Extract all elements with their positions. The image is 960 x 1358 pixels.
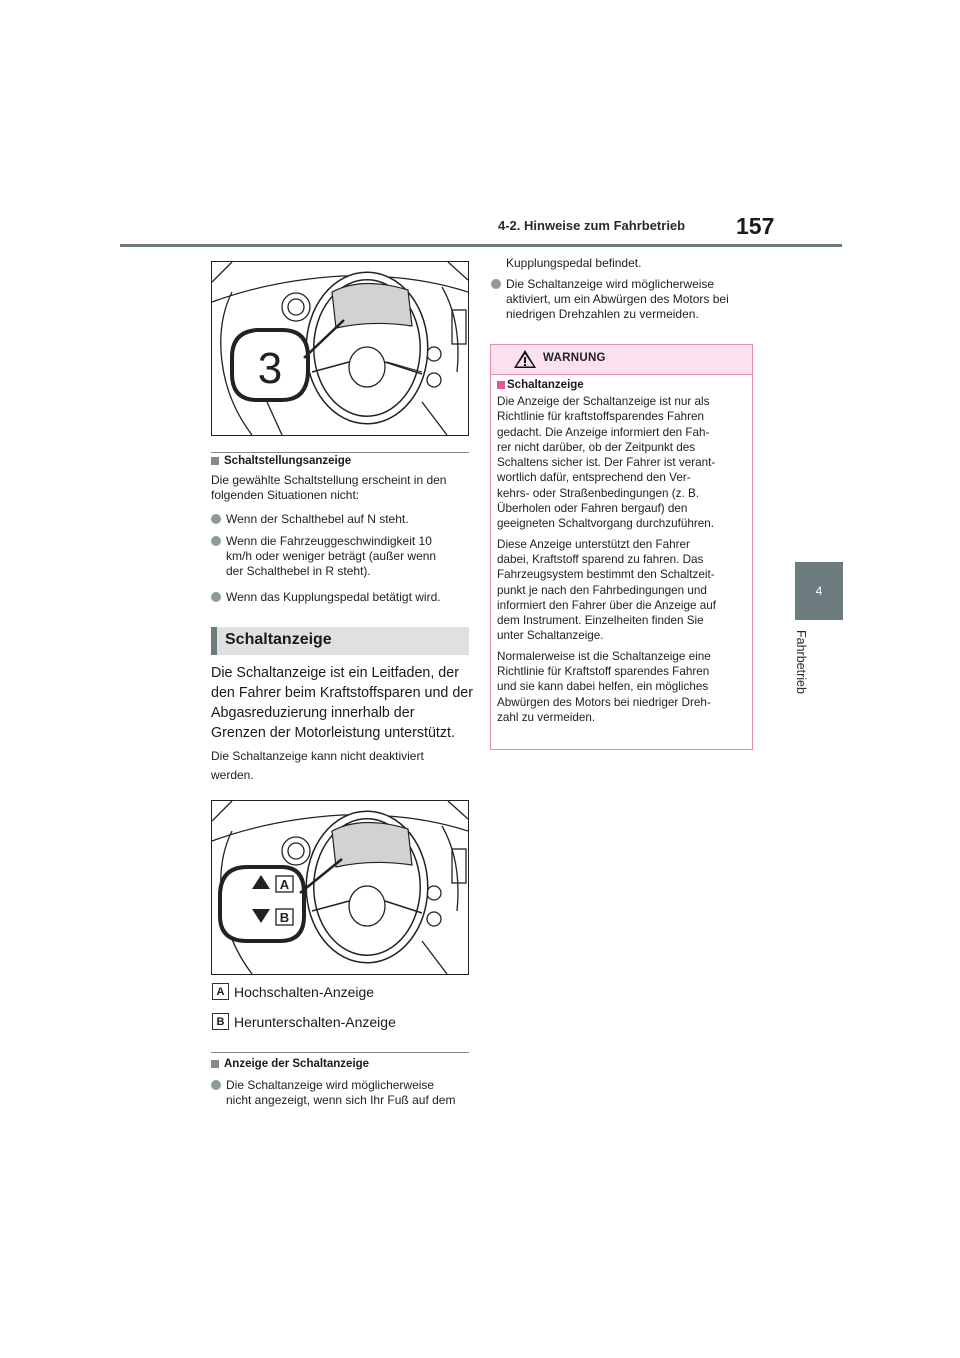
legend-item-a: A Hochschalten-Anzeige	[212, 983, 374, 1000]
square-bullet-icon	[211, 1060, 219, 1068]
chapter-number: 4	[815, 584, 823, 598]
warning-subheading: Schaltanzeige	[497, 379, 746, 391]
square-bullet-icon	[211, 457, 219, 465]
page-number: 157	[736, 213, 775, 239]
bullet-icon	[211, 514, 221, 524]
list-item: Die Schaltanzeige wird möglicherweise aktiviert, um ein Abwürgen des Motors bei niedrigen Drehzahlen zu vermeiden.	[491, 277, 753, 322]
divider	[211, 1052, 469, 1053]
dashboard-illustration	[212, 262, 468, 435]
dashboard-figure-2	[211, 800, 469, 975]
label-a: A	[279, 877, 290, 892]
legend-key-a: A	[212, 983, 229, 1000]
note-line-2: werden.	[211, 768, 254, 782]
section-title: 4-2. Hinweise zum Fahrbetrieb	[498, 218, 686, 233]
warning-label: WARNUNG	[543, 352, 606, 364]
callout-number: 3	[257, 344, 283, 393]
label-b: B	[279, 910, 290, 925]
subheading-indicator-display: Anzeige der Schaltanzeige	[211, 1058, 369, 1070]
chapter-label: Fahrbetrieb	[794, 630, 808, 694]
warning-paragraph: Normalerweise ist die Schaltanzeige eine Richtlinie für Kraftstoff sparendes Fahren und sie kann dabei helfen, ein mögliches Abwürgen des Motors bei niedriger Dreh- zahl zu vermeiden.	[497, 649, 711, 724]
dashboard-figure-1	[211, 261, 469, 436]
lead-paragraph: Die Schaltanzeige ist ein Leitfaden, der den Fahrer beim Kraftstoffsparen und der Abgasreduzierung innerhalb der Grenzen der Motorleistung unterstützt.	[211, 665, 473, 741]
bullet-icon	[491, 279, 501, 289]
list-item: Wenn das Kupplungspedal betätigt wird.	[211, 590, 471, 605]
continuation-text: Kupplungspedal befindet.	[506, 256, 642, 270]
chapter-tab[interactable]	[795, 562, 843, 620]
header-rule	[120, 244, 842, 247]
bullet-icon	[211, 1080, 221, 1090]
bullet-icon	[211, 536, 221, 546]
note-line-1: Die Schaltanzeige kann nicht deaktiviert	[211, 749, 424, 763]
section-header-schaltanzeige	[211, 627, 469, 655]
bullet-icon	[211, 592, 221, 602]
warning-header	[491, 345, 752, 375]
legend-key-b: B	[212, 1013, 229, 1030]
section-title-schaltanzeige: Schaltanzeige	[225, 631, 332, 648]
legend-item-b: B Herunterschalten-Anzeige	[212, 1013, 396, 1030]
list-item: Wenn der Schalthebel auf N steht.	[211, 512, 471, 527]
square-bullet-icon	[497, 381, 505, 389]
list-item: Wenn die Fahrzeuggeschwindigkeit 10 km/h oder weniger beträgt (außer wenn der Schalthebel in R steht).	[211, 534, 471, 579]
subheading-shift-position: Schaltstellungsanzeige	[211, 455, 351, 467]
warning-paragraph: Die Anzeige der Schaltanzeige ist nur als Richtlinie für kraftstoffsparendes Fahren gedacht. Die Anzeige informiert den Fah- rer nicht darüber, ob der Zeitpunkt des Schaltens sicher ist. Der Fahrer ist verant- wortlich dafür, entsprechend den Ver- kehrs- oder Straßenbedingungen (z. B. Überholen oder Fahren bergauf) den geeigneten Schaltvorgang durchzuführen.	[497, 395, 716, 531]
dashboard-illustration	[212, 801, 468, 974]
list-item: Die Schaltanzeige wird möglicherweise nicht angezeigt, wenn sich Ihr Fuß auf dem	[211, 1078, 473, 1108]
paragraph: Die gewählte Schaltstellung erscheint in den folgenden Situationen nicht:	[211, 473, 447, 502]
divider	[211, 452, 469, 453]
warning-box	[490, 344, 753, 750]
warning-icon	[513, 349, 537, 369]
warning-paragraph: Diese Anzeige unterstützt den Fahrer dabei, Kraftstoff sparend zu fahren. Das Fahrzeugsystem bestimmt den Schaltzeit- punkt je nach den Fahrbedingungen und informiert den Fahrer über die Anzeige auf dem Instrument. Einzelheiten finden Sie unter Schaltanzeige.	[497, 537, 716, 643]
section-marker	[211, 627, 217, 655]
